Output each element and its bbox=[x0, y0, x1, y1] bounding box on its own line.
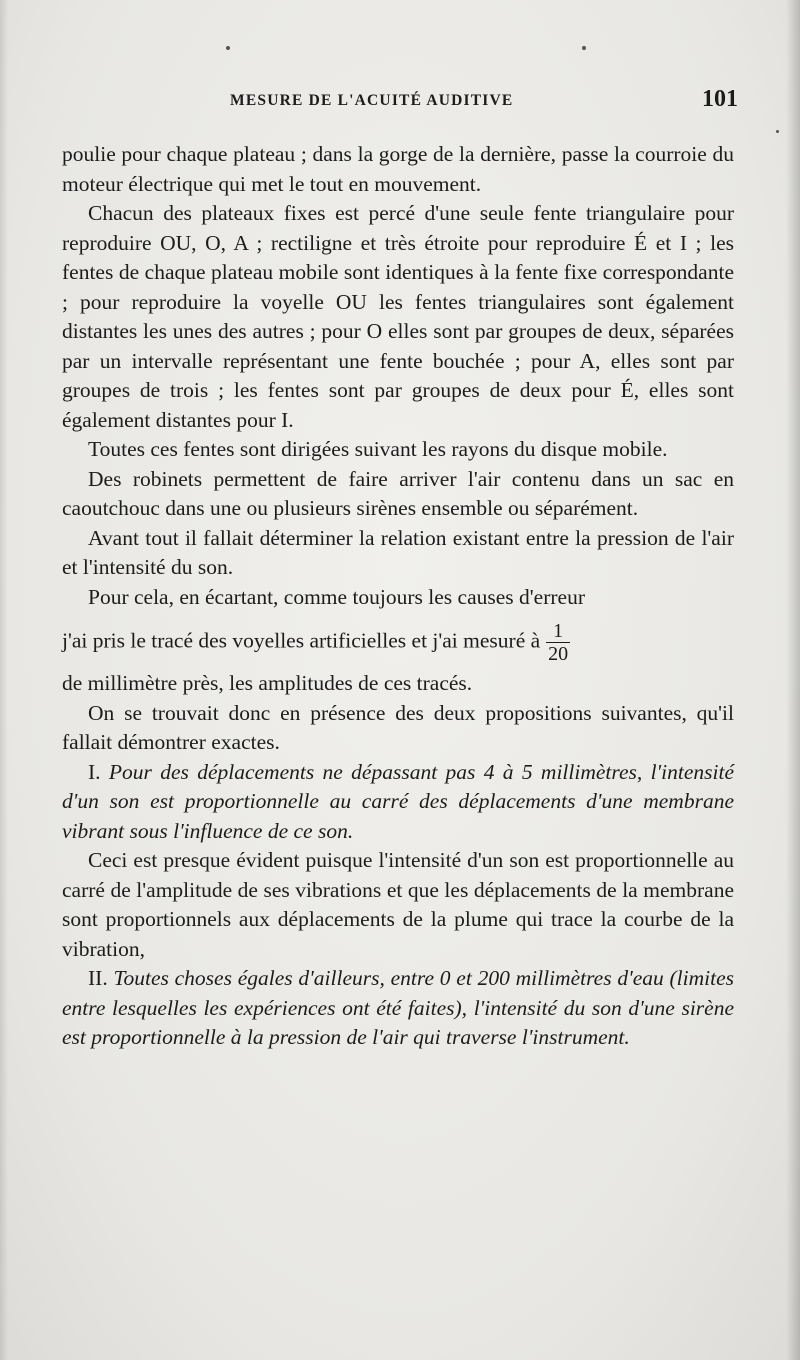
proposition-1-text: Pour des déplacements ne dépassant pas 4 à 5 millimètres, l'intensité d'un son est proportionnelle au carré des déplacements d'une membrane vibrant sous l'influence de ce son. bbox=[62, 759, 735, 843]
paragraph-7: On se trouvait donc en présence des deux propositions suivantes, qu'il fallait démontrer exactes. bbox=[62, 700, 734, 754]
page-gutter-shadow bbox=[0, 0, 8, 1360]
proposition-1-number: I. bbox=[88, 759, 101, 784]
print-speck bbox=[776, 130, 779, 133]
proposition-1 bbox=[62, 758, 734, 847]
proposition-2-number: II. bbox=[88, 966, 108, 990]
fraction-numerator: 1 bbox=[546, 620, 570, 643]
page-number: 101 bbox=[702, 86, 738, 112]
fraction bbox=[546, 620, 570, 665]
paragraph-2: Chacun des plateaux fixes est percé d'une seule fente triangulaire pour reproduire OU, O, A ; rectiligne et très étroite pour reproduire É et I ; les fentes de chaque plateau mobile sont identiques à la fente fixe correspondante ; pour reproduire la voyelle OU les fentes triangulaires sont également distantes les unes des autres ; pour O elles sont par groupes de deux, séparées par un intervalle représentant une fente bouchée ; pour A, elles sont par groupes de trois ; les fentes sont par groupes de deux pour É, elles sont également distantes pour I. bbox=[62, 201, 734, 432]
paragraph-6-line-3: de millimètre près, les amplitudes de ces tracés. bbox=[62, 671, 473, 695]
print-speck bbox=[226, 46, 230, 50]
paragraph-4: Des robinets permettent de faire arriver l'air contenu dans un sac en caoutchouc dans une ou plusieurs sirènes ensemble ou séparément. bbox=[62, 466, 734, 520]
page-header bbox=[60, 86, 738, 116]
paragraph-6-line-2 bbox=[62, 620, 734, 665]
paragraph-5: Avant tout il fallait déterminer la relation existant entre la pression de l'air et l'intensité du son. bbox=[62, 525, 734, 579]
proposition-2 bbox=[62, 964, 734, 1053]
page-edge-shadow bbox=[786, 0, 800, 1360]
body-text bbox=[62, 140, 734, 1053]
paragraph-3: Toutes ces fentes sont dirigées suivant les rayons du disque mobile. bbox=[88, 437, 668, 461]
paragraph-1: poulie pour chaque plateau ; dans la gorge de la dernière, passe la courroie du moteur électrique qui met le tout en mouvement. bbox=[62, 142, 734, 196]
fraction-denominator: 20 bbox=[548, 643, 569, 665]
paragraph-9: Ceci est presque évident puisque l'intensité d'un son est proportionnelle au carré de l'amplitude de ses vibrations et que les déplacements de la membrane sont proportionnels aux déplacements de la plume qui trace la courbe de la vibration, bbox=[62, 848, 734, 961]
paragraph-6-fraction-text: j'ai pris le tracé des voyelles artificielles et j'ai mesuré à bbox=[62, 628, 541, 653]
paragraph-6-line-1: Pour cela, en écartant, comme toujours les causes d'erreur bbox=[88, 584, 585, 609]
running-head: MESURE DE L'ACUITÉ AUDITIVE bbox=[230, 92, 514, 109]
proposition-2-text: Toutes choses égales d'ailleurs, entre 0 et 200 millimètres d'eau (limites entre lesquelles les expériences ont été faites), l'intensité du son d'une sirène est proportionnelle à la pression de l'air qui traverse l'instrument. bbox=[62, 966, 735, 1049]
print-speck bbox=[582, 46, 586, 50]
